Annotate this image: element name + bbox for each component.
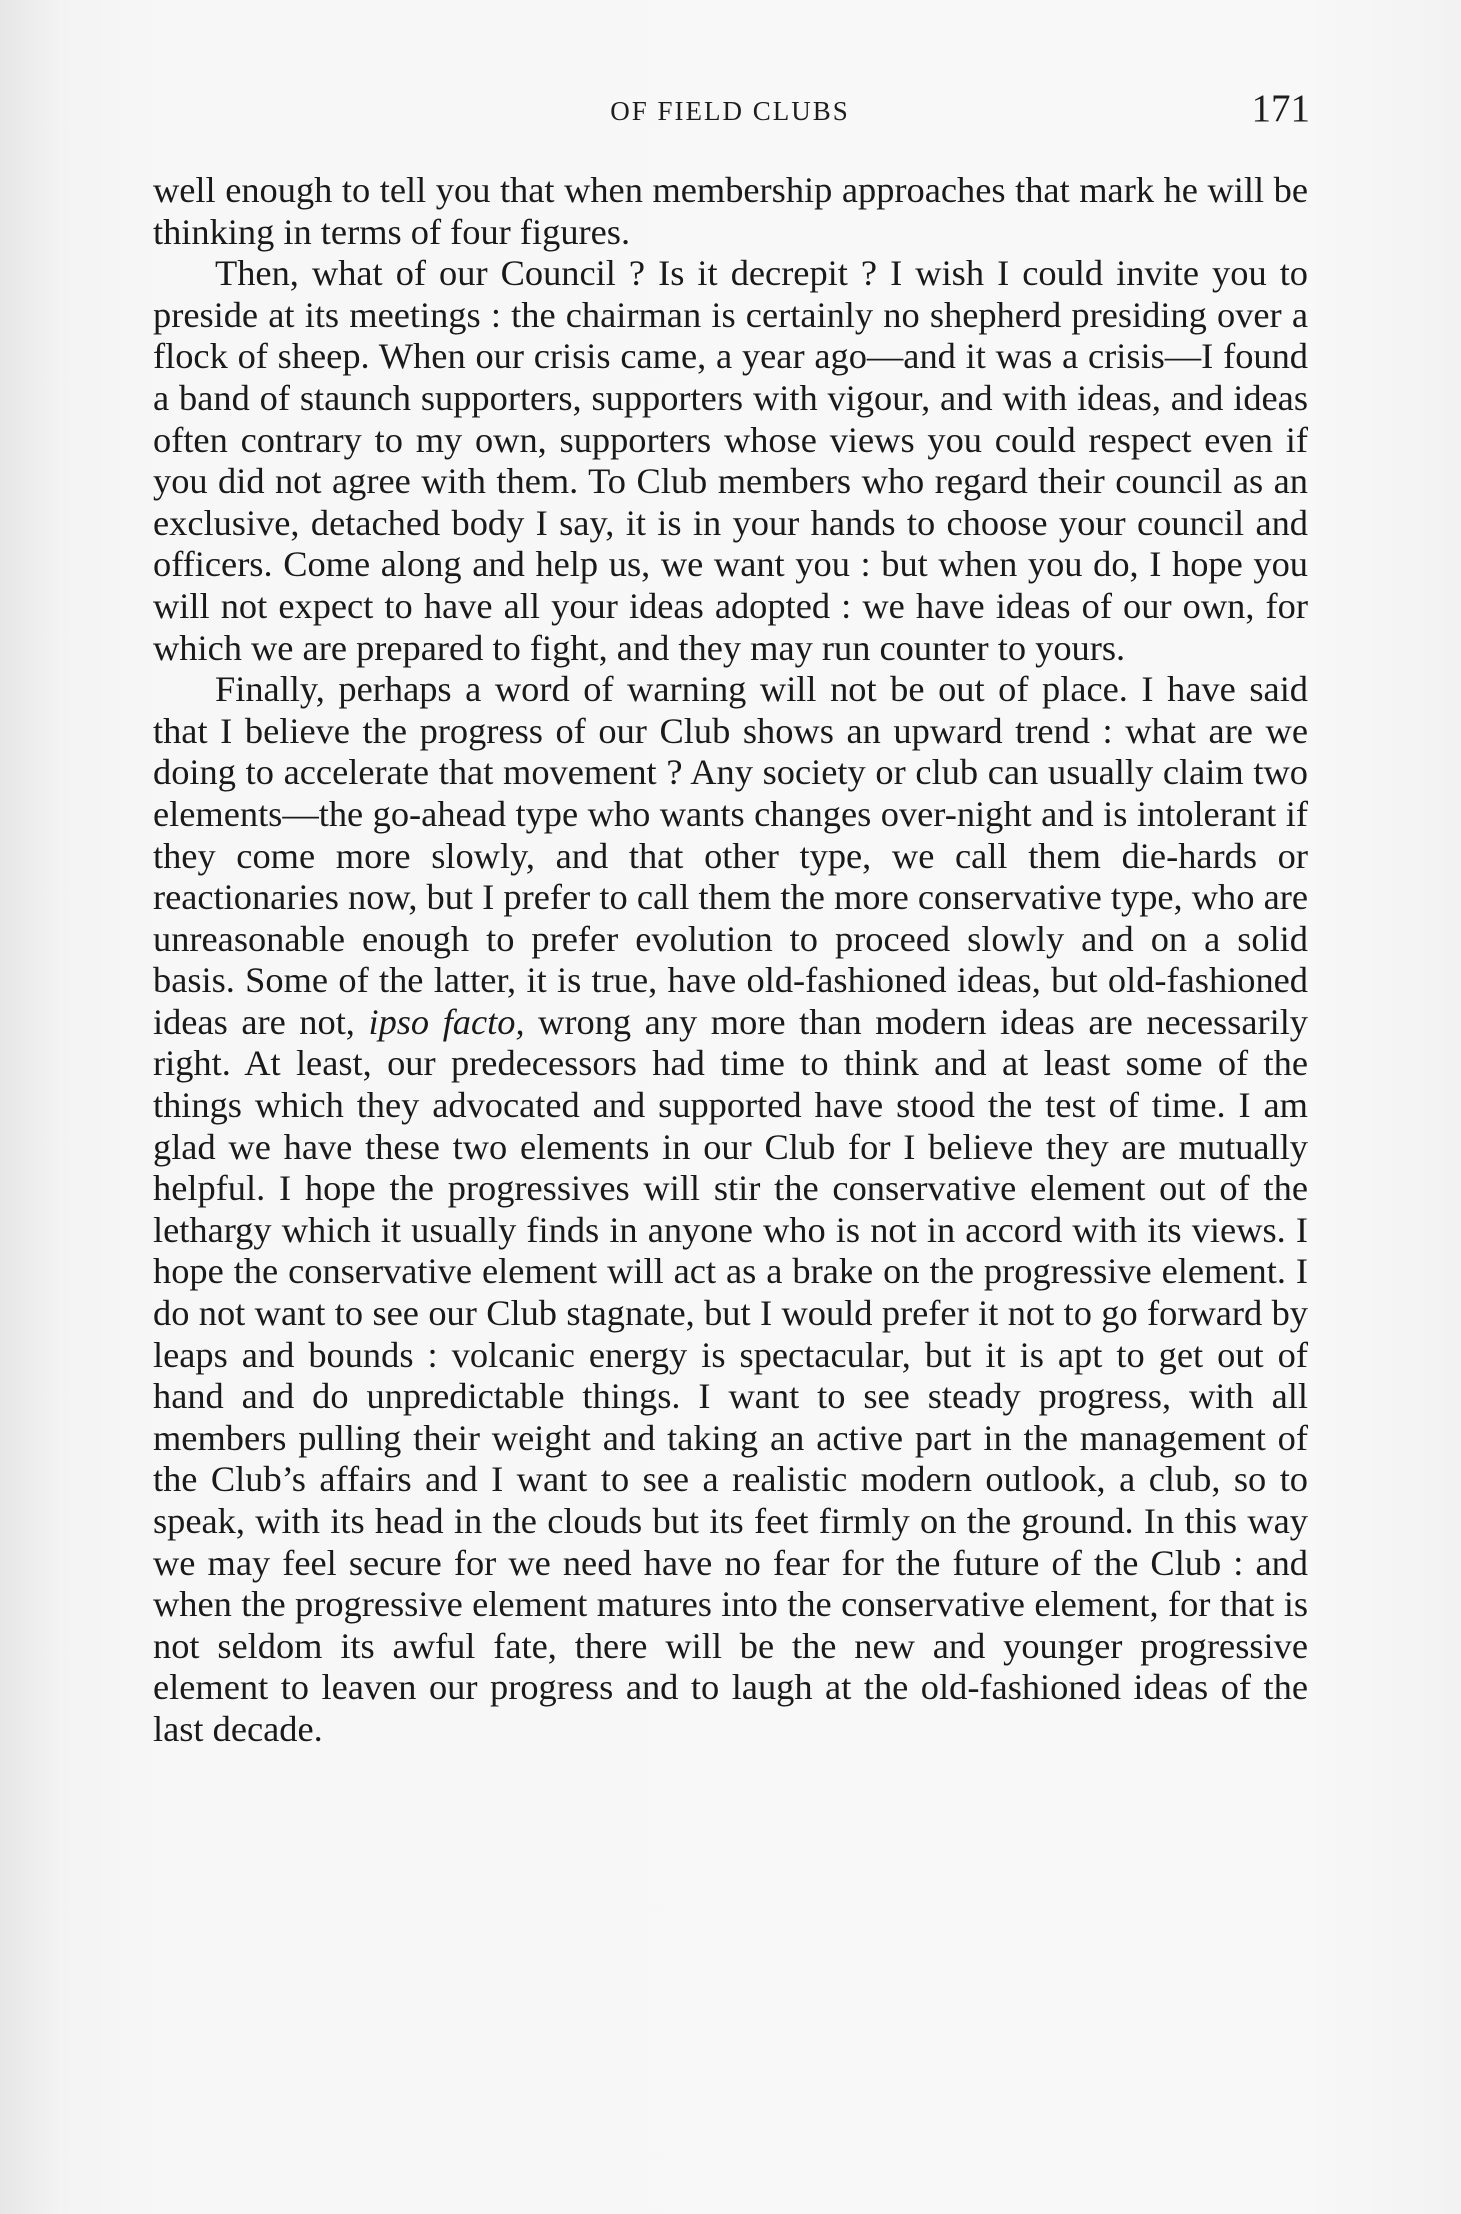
paragraph-text: well enough to tell you that when membership approaches that mark he will be thinking in terms of four figures. (153, 170, 1308, 252)
page-number: 171 (1251, 87, 1310, 130)
paragraph-text: Then, what of our Council ? Is it decrepit ? I wish I could invite you to preside at its meetings : the chairman is certainly no shepherd presiding over a flock of sheep. When our crisis came, a year ago—and it was a crisis—I found a band of staunch supporters, supporters with vigour, and with ideas, and ideas often contrary to my own, supporters whose views you could respect even if you did not agree with them. To Club members who regard their council as an exclusive, detached body I say, it is in your hands to choose your council and officers. Come along and help us, we want you : but when you do, I hope you will not expect to have all your ideas adopted : we have ideas of our own, for which we are prepared to fight, and they may run counter to yours. (153, 253, 1308, 668)
paragraph-continued (153, 170, 1308, 253)
paragraph-text-before-italic: Finally, perhaps a word of warning will not be out of place. I have said that I believe the progress of our Club shows an upward trend : what are we doing to accelerate that movement ? Any society or club can usually claim two elements—the go-ahead type who wants changes over-night and is intolerant if they come more slowly, and that other type, we call them die-hards or reactionaries now, but I prefer to call them the more conservative type, who are unreasonable enough to prefer evolution to proceed slowly and on a solid basis. Some of the latter, it is true, have old-fashioned ideas, but old-fashioned ideas are not, (153, 669, 1308, 1042)
italic-phrase: ipso facto, (368, 1001, 525, 1042)
paragraph-council (153, 253, 1308, 669)
running-title: OF FIELD CLUBS (610, 96, 850, 126)
body-text (153, 170, 1308, 1751)
running-head (150, 86, 1310, 136)
paragraph-warning (153, 669, 1308, 1750)
paragraph-text-after-italic: wrong any more than modern ideas are necessarily right. At least, our predecessors had time to think and at least some of the things which they advocated and supported have stood the test of time. I am glad we have these two elements in our Club for I believe they are mutually helpful. I hope the progressives will stir the conservative element out of the lethargy which it usually finds in anyone who is not in accord with its views. I hope the conservative element will act as a brake on the progressive element. I do not want to see our Club stagnate, but I would prefer it not to go forward by leaps and bounds : volcanic energy is spectacular, but it is apt to get out of hand and do unpredictable things. I want to see steady progress, with all members pulling their weight and taking an active part in the management of the Club’s affairs and I want to see a realistic modern outlook, a club, so to speak, with its head in the clouds but its feet firmly on the ground. In this way we may feel secure for we need have no fear for the future of the Club : and when the progressive element matures into the conservative element, for that is not seldom its awful fate, there will be the new and younger progressive element to leaven our progress and to laugh at the old-fashioned ideas of the last decade. (153, 1001, 1308, 1749)
